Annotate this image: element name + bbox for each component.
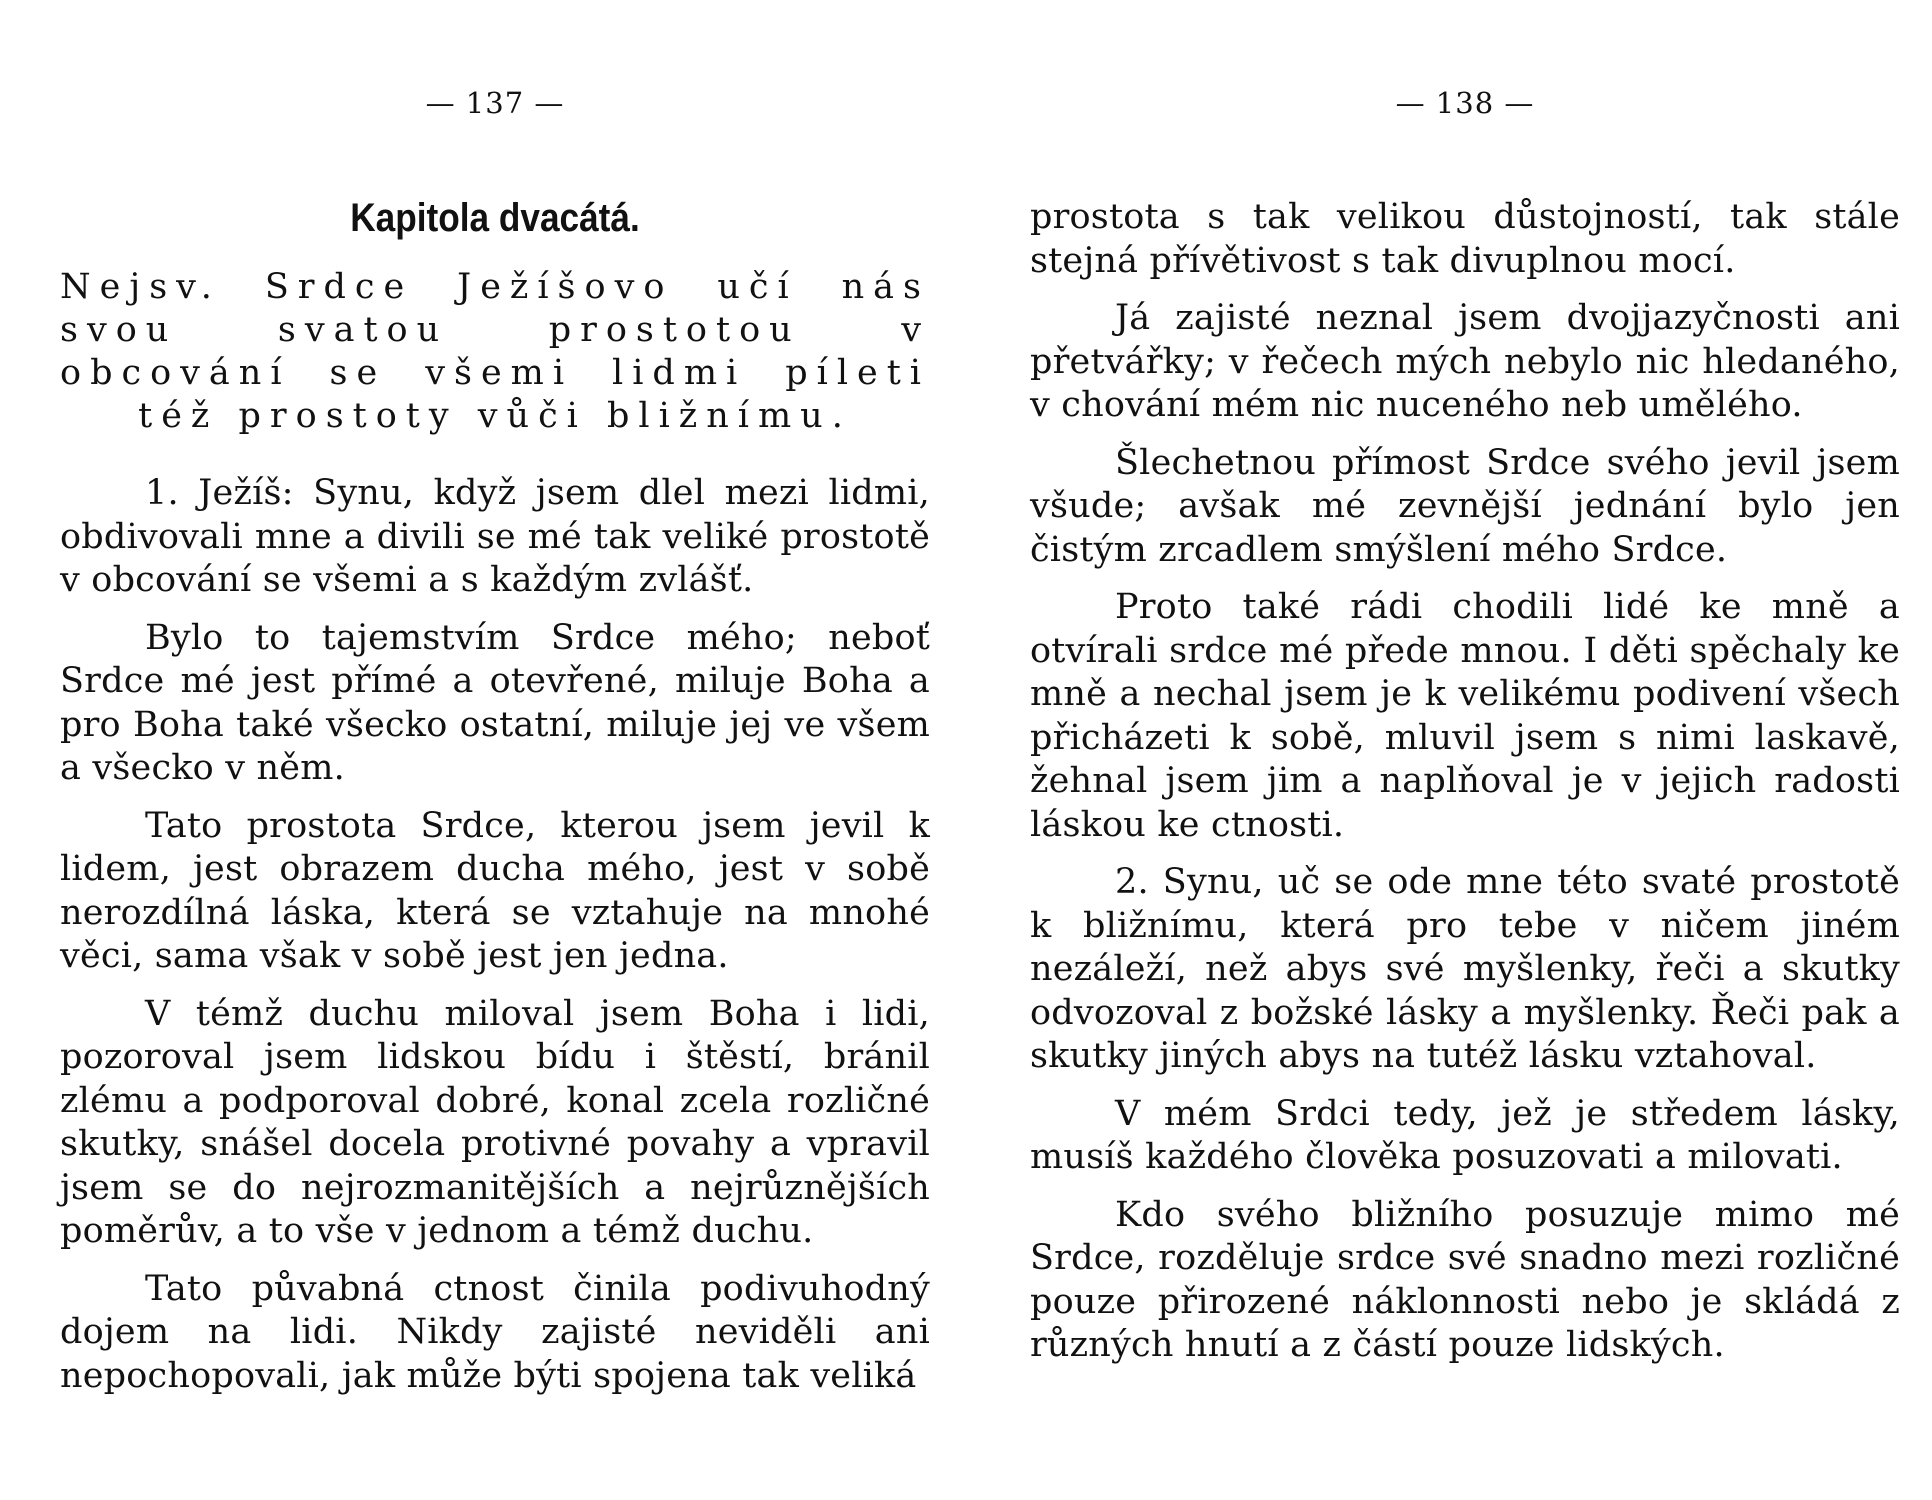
chapter-summary: Nejsv. Srdce Ježíšovo učí nás svou svatou prostotou v obcování se všemi lidmi píleti též prostoty vůči bližnímu.	[60, 267, 930, 436]
paragraph: Bylo to tajemstvím Srdce mého; neboť Srdce mé jest přímé a otevřené, miluje Boha a pro Boha také všecko ostatní, miluje jej ve všem a všecko v něm.	[60, 617, 930, 788]
paragraph: Tato prostota Srdce, kterou jsem jevil k lidem, jest obrazem ducha mého, jest v sobě nerozdílná láska, která se vztahuje na mnohé věci, sama však v sobě jest jen jedna.	[60, 805, 930, 976]
paragraph: Tato půvabná ctnost činila podivuhodný dojem na lidi. Nikdy zajisté neviděli ani nepochopovali, jak může býti spojena tak veliká	[60, 1268, 930, 1396]
chapter-title: Kapitola dvacátá.	[350, 196, 640, 240]
paragraph: V témž duchu miloval jsem Boha i lidi, pozoroval jsem lidskou bídu i štěstí, bránil zlému a podporoval dobré, konal zcela rozličné skutky, snášel docela protivné povahy a vpravil jsem se do nejrozmanitějších a nejrůznějších poměrův, a to vše v jednom a témž duchu.	[60, 993, 930, 1251]
paragraph: 2. Synu, uč se ode mne této svaté prostotě k bližnímu, která pro tebe v ničem jiném nezáleží, než abys své myšlenky, řeči a skutky odvozoval z božské lásky a myšlenky. Řeči pak a skutky jiných abys na tutéž lásku vztahoval.	[1030, 862, 1900, 1076]
page-number-138: — 138 —	[1395, 86, 1535, 120]
paragraph: 1. Ježíš: Synu, když jsem dlel mezi lidmi, obdivovali mne a divili se mé tak veliké prostotě v obcování se všemi a s každým zvlášť.	[60, 473, 930, 600]
paragraph: Proto také rádi chodili lidé ke mně a otvírali srdce mé přede mnou. I děti spěchaly ke mně a nechal jsem je k velikému podivení všech přicházeti k sobě, mluvil jsem s nimi laskavě, žehnal jsem jim a naplňoval je v jejich radosti láskou ke ctnosti.	[1030, 587, 1900, 845]
paragraph: V mém Srdci tedy, jež je středem lásky, musíš každého člověka posuzovati a milovati.	[1030, 1093, 1900, 1177]
paragraph: Já zajisté neznal jsem dvojjazyčnosti ani přetvářky; v řečech mých nebylo nic hledaného, v chování mém nic nuceného neb umělého.	[1030, 298, 1900, 425]
right-page-body	[1030, 196, 1900, 1382]
paragraph: Šlechetnou přímost Srdce svého jevil jsem všude; avšak mé zevnější jednání bylo jen čistým zrcadlem smýšlení mého Srdce.	[1030, 442, 1900, 570]
page-number-137: — 137 —	[425, 86, 565, 120]
paragraph: Kdo svého bližního posuzuje mimo mé Srdce, rozděluje srdce své snadno mezi rozličné pouze přirozené náklonnosti nebo je skládá z různých hnutí a z částí pouze lidských.	[1030, 1194, 1900, 1365]
paragraph-continued: prostota s tak velikou důstojností, tak stále stejná přívětivost s tak divuplnou mocí.	[1030, 197, 1900, 281]
left-page-body	[60, 472, 930, 1412]
